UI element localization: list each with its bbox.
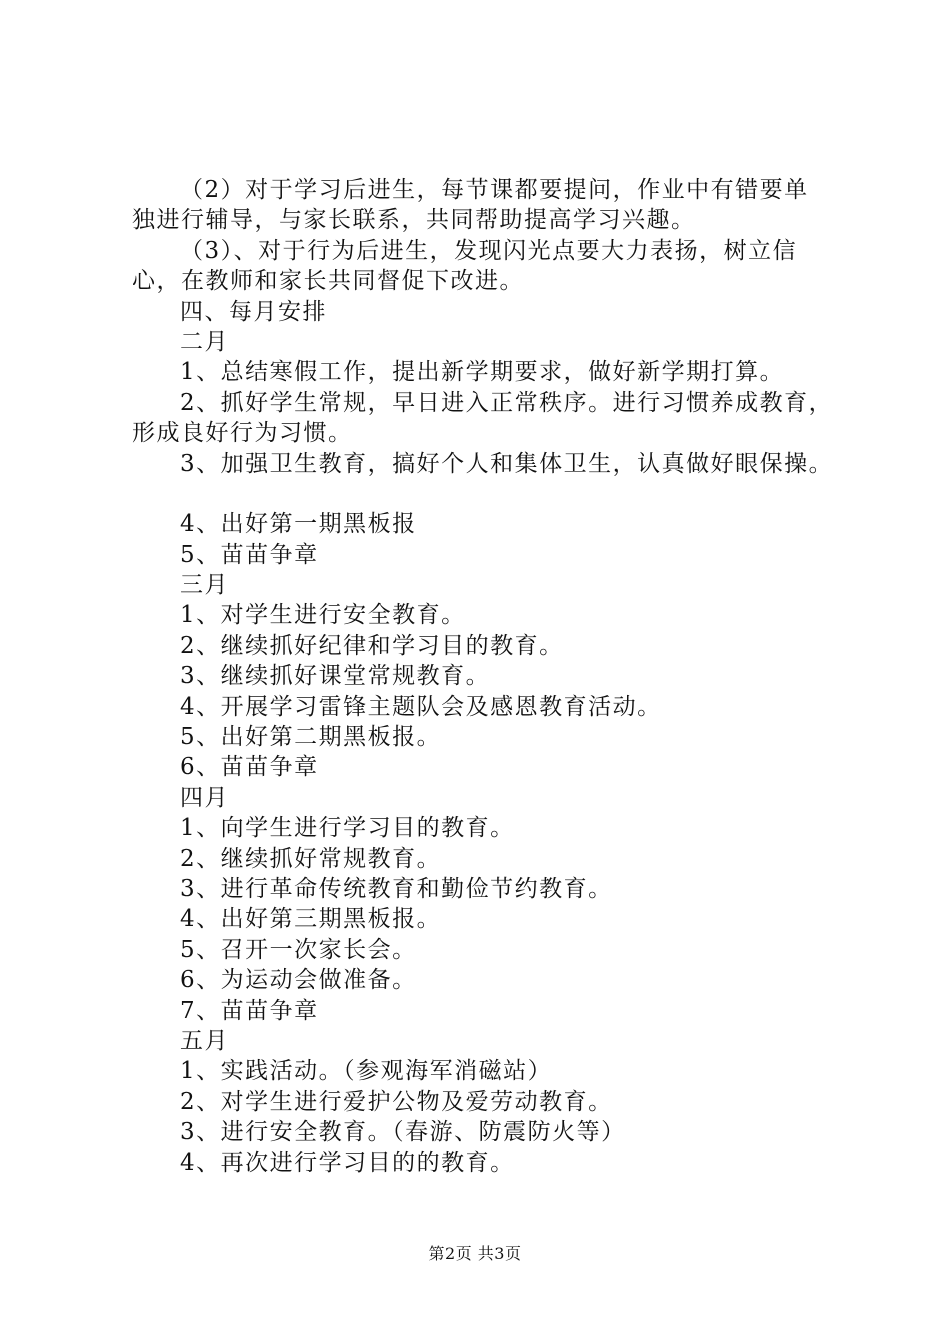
text-line: 4、出好第三期黑板报。 <box>180 906 442 933</box>
text-line: 2、对学生进行爱护公物及爱劳动教育。 <box>180 1088 613 1115</box>
paragraph <box>132 844 852 874</box>
paragraph <box>132 631 852 661</box>
text-line: 3、加强卫生教育，搞好个人和集体卫生，认真做好眼保操。 <box>180 450 834 477</box>
paragraph <box>132 570 852 600</box>
paragraph <box>132 600 852 630</box>
text-line: 3、继续抓好课堂常规教育。 <box>180 663 491 690</box>
text-line: 7、苗苗争章 <box>180 997 319 1024</box>
text-line: 形成良好行为习惯。 <box>132 420 353 447</box>
paragraph <box>132 904 852 934</box>
text-line: 1、对学生进行安全教育。 <box>180 602 466 629</box>
paragraph <box>132 935 852 965</box>
paragraph <box>132 1056 852 1086</box>
text-line: 二月 <box>180 328 229 355</box>
text-line: 三月 <box>180 572 229 599</box>
text-line: 1、总结寒假工作，提出新学期要求，做好新学期打算。 <box>180 359 785 386</box>
text-line: 独进行辅导，与家长联系，共同帮助提高学习兴趣。 <box>132 207 696 234</box>
paragraph <box>132 813 852 843</box>
text-line: 五月 <box>180 1027 229 1054</box>
text-line: 6、苗苗争章 <box>180 754 319 781</box>
text-line: （3）、对于行为后进生，发现闪光点要大力表扬，树立信 <box>180 237 798 264</box>
paragraph <box>132 297 852 327</box>
paragraph <box>132 1117 852 1147</box>
paragraph <box>132 965 852 995</box>
text-line: 四、每月安排 <box>180 298 327 325</box>
paragraph <box>132 752 852 782</box>
paragraph <box>132 722 852 752</box>
text-line: 6、为运动会做准备。 <box>180 967 417 994</box>
text-line: 3、进行安全教育。（春游、防震防火等） <box>180 1119 626 1146</box>
text-line: 4、出好第一期黑板报 <box>180 511 417 538</box>
text-line: 5、召开一次家长会。 <box>180 936 417 963</box>
paragraph <box>132 783 852 813</box>
text-line: 心，在教师和家长共同督促下改进。 <box>132 268 524 295</box>
paragraph <box>132 540 852 570</box>
paragraph <box>132 449 852 479</box>
text-line: 1、向学生进行学习目的教育。 <box>180 815 515 842</box>
paragraph <box>132 509 852 539</box>
document-body <box>132 175 852 1178</box>
text-line: 5、出好第二期黑板报。 <box>180 724 442 751</box>
paragraph <box>132 236 852 297</box>
text-line: （2）对于学习后进生，每节课都要提问，作业中有错要单 <box>180 177 809 203</box>
paragraph <box>132 874 852 904</box>
paragraph <box>132 327 852 357</box>
paragraph <box>132 357 852 387</box>
text-line: 2、继续抓好纪律和学习目的教育。 <box>180 632 564 659</box>
blank-line <box>132 479 852 509</box>
paragraph <box>132 1148 852 1178</box>
paragraph <box>132 388 852 449</box>
text-line: 2、继续抓好常规教育。 <box>180 845 442 872</box>
paragraph <box>132 1026 852 1056</box>
text-line: 3、进行革命传统教育和勤俭节约教育。 <box>180 875 613 902</box>
text-line: 5、苗苗争章 <box>180 541 319 568</box>
paragraph <box>132 1087 852 1117</box>
paragraph <box>132 692 852 722</box>
paragraph <box>132 996 852 1026</box>
text-line: 1、实践活动。（参观海军消磁站） <box>180 1058 553 1085</box>
paragraph <box>132 175 852 236</box>
text-line: 4、再次进行学习目的的教育。 <box>180 1149 515 1176</box>
text-line: 4、开展学习雷锋主题队会及感恩教育活动。 <box>180 693 662 720</box>
text-line: 2、抓好学生常规，早日进入正常秩序。进行习惯养成教育， <box>180 389 834 416</box>
paragraph <box>132 661 852 691</box>
text-line: 四月 <box>180 784 229 811</box>
page-footer: 第2页 共3页 <box>428 1244 522 1263</box>
